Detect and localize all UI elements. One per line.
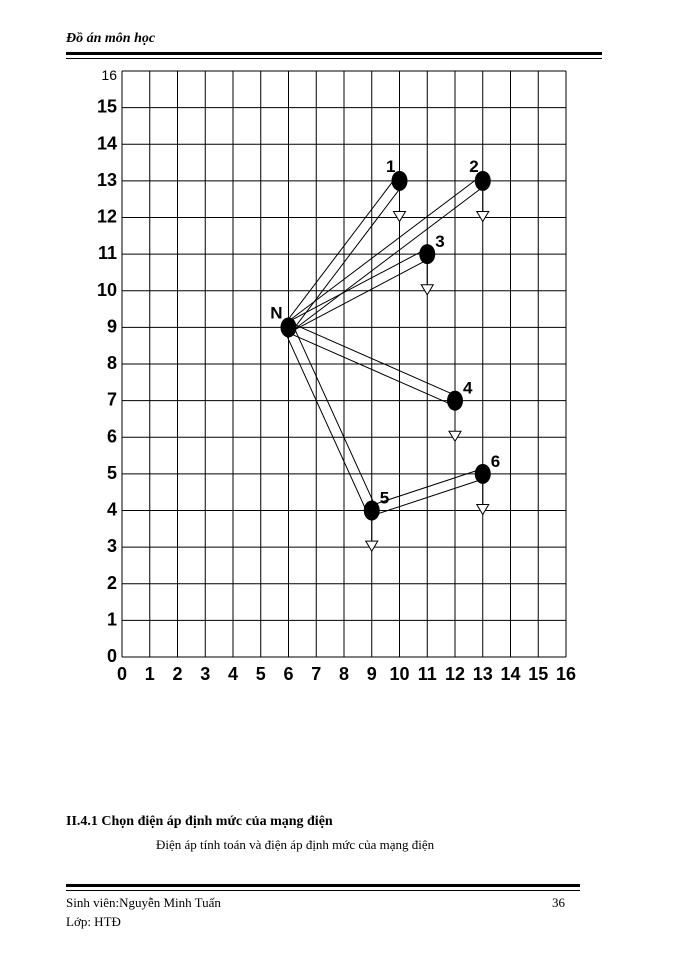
load-arrow-5 <box>366 541 378 551</box>
x-tick-label: 10 <box>389 664 410 684</box>
node-6 <box>475 464 491 484</box>
node-4 <box>447 391 463 411</box>
line-N-1 <box>285 178 396 324</box>
node-label-N: N <box>270 303 283 323</box>
node-label-5: 5 <box>379 488 390 508</box>
x-tick-label: 8 <box>338 664 350 684</box>
x-tick-label: 9 <box>366 664 377 684</box>
y-tick-label: 14 <box>96 133 117 154</box>
load-arrow-4 <box>449 431 461 441</box>
node-label-1: 1 <box>386 156 396 176</box>
line-N-3 <box>291 259 430 332</box>
x-tick-label: 4 <box>227 664 239 684</box>
line-N-2 <box>292 185 486 332</box>
x-tick-label: 0 <box>116 664 128 684</box>
footer-student: Sinh viên:Nguyễn Minh Tuấn <box>66 895 221 910</box>
node-N <box>281 317 297 337</box>
y-tick-label: 3 <box>106 536 117 557</box>
section-subtext: Điện áp tính toán và điện áp định mức của mạng điện <box>156 837 435 852</box>
footer-class: Lớp: HTĐ <box>66 914 121 929</box>
line-N-1 <box>292 184 403 331</box>
node-label-6: 6 <box>490 451 501 471</box>
line-N-5 <box>284 329 367 512</box>
y-tick-label: 15 <box>96 96 117 117</box>
y-tick-label: 7 <box>106 389 117 410</box>
line-5-6 <box>373 479 484 516</box>
y-tick-label: 12 <box>96 206 117 227</box>
y-tick-label: 8 <box>106 353 117 373</box>
node-label-4: 4 <box>463 378 473 398</box>
x-tick-label: 13 <box>472 664 493 684</box>
y-tick-label: 16 <box>101 67 117 83</box>
node-3 <box>419 244 435 264</box>
load-arrow-6 <box>477 505 489 515</box>
load-arrow-2 <box>477 212 489 222</box>
y-tick-label: 10 <box>96 279 117 300</box>
load-arrow-1 <box>394 212 406 222</box>
node-label-3: 3 <box>435 232 445 252</box>
y-tick-label: 2 <box>106 572 117 593</box>
x-tick-label: 16 <box>555 664 577 684</box>
footer-rule-thick <box>66 884 580 887</box>
y-tick-label: 1 <box>106 609 117 630</box>
x-tick-label: 6 <box>283 664 294 684</box>
y-tick-label: 9 <box>106 316 117 337</box>
x-tick-label: 15 <box>528 664 549 684</box>
page-header-title: Đồ án môn học <box>66 31 156 46</box>
section-heading: II.4.1 Chọn điện áp định mức của mạng điện <box>66 814 333 829</box>
y-tick-label: 5 <box>106 462 117 483</box>
y-tick-label: 13 <box>96 169 117 190</box>
y-tick-label: 6 <box>106 426 117 447</box>
x-tick-label: 5 <box>255 664 266 684</box>
x-tick-label: 12 <box>444 664 466 684</box>
x-tick-label: 14 <box>500 664 521 684</box>
x-tick-label: 3 <box>200 664 211 684</box>
y-tick-label: 4 <box>106 499 117 520</box>
x-tick-label: 11 <box>417 664 437 684</box>
load-arrow-3 <box>421 285 433 295</box>
footer-rule-thin <box>66 890 580 891</box>
node-5 <box>364 501 380 521</box>
x-tick-label: 2 <box>172 664 183 684</box>
node-label-2: 2 <box>469 156 479 176</box>
line-N-2 <box>285 177 479 324</box>
page-number: 36 <box>552 895 565 910</box>
x-tick-label: 1 <box>144 664 155 684</box>
line-N-4 <box>291 323 458 396</box>
y-tick-label: 11 <box>97 243 117 264</box>
y-tick-label: 0 <box>106 646 117 666</box>
line-N-4 <box>286 332 453 405</box>
grid-lines <box>122 71 566 657</box>
line-N-3 <box>286 250 425 323</box>
x-tick-label: 7 <box>311 664 322 684</box>
